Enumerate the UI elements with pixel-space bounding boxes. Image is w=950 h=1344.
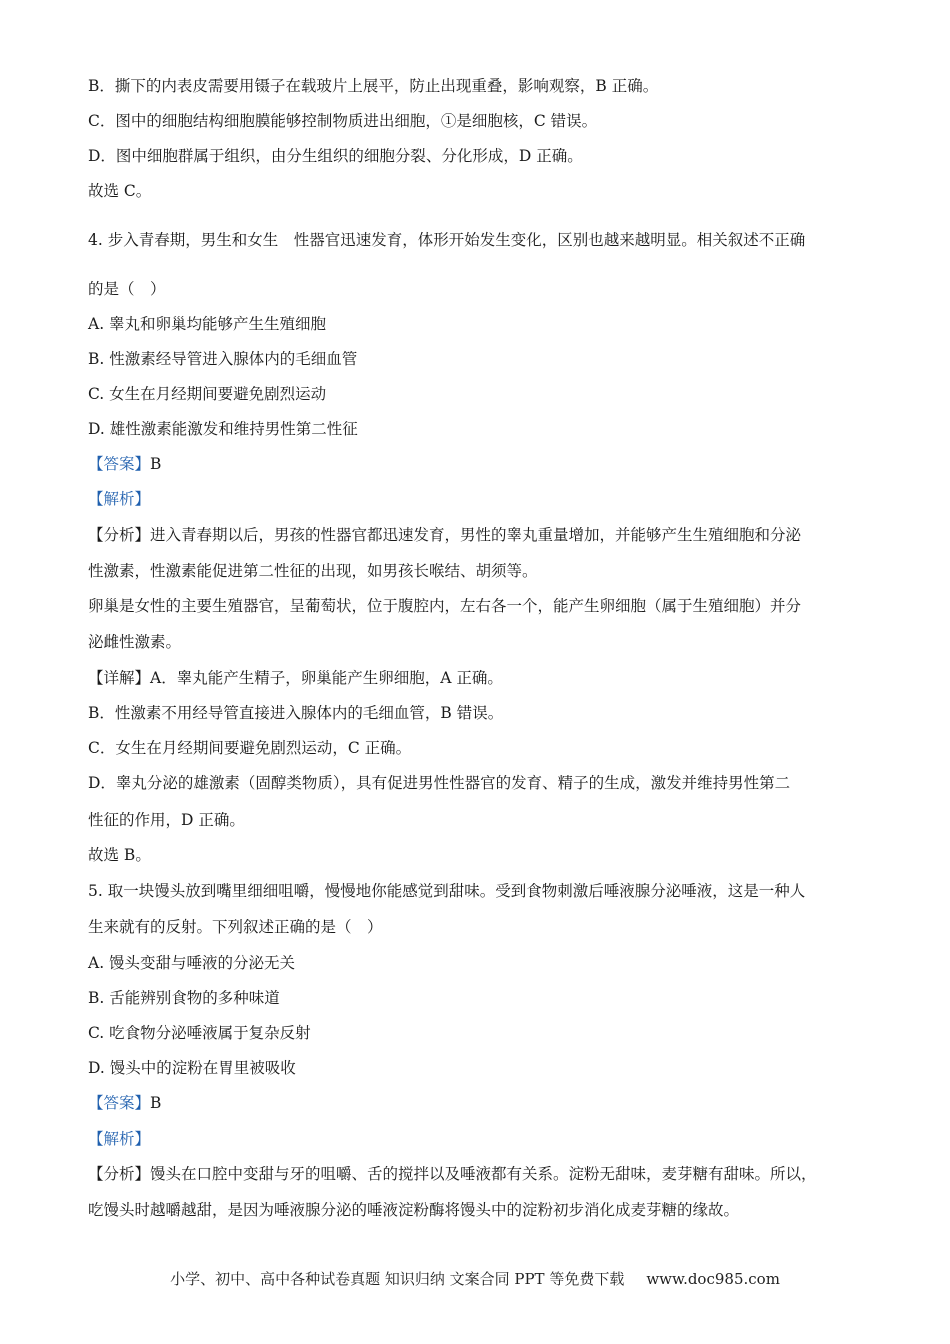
fenxi-tag: 【分析】	[88, 526, 151, 544]
option-b: B. 性激素经导管进入腺体内的毛细血管	[88, 350, 358, 368]
answer-value: B	[150, 455, 162, 473]
option-d: D. 雄性激素能激发和维持男性第二性征	[88, 420, 358, 438]
answer-tag: 【答案】	[88, 455, 151, 473]
analysis-tag: 【解析】	[88, 1130, 151, 1148]
footer-text: 小学、初中、高中各种试卷真题 知识归纳 文案合同 PPT 等免费下载	[170, 1270, 625, 1288]
text-line: 馒头在口腔中变甜与牙的咀嚼、舌的搅拌以及唾液都有关系。淀粉无甜味，麦芽糖有甜味。所以，	[150, 1165, 817, 1183]
analysis-heading	[88, 1129, 862, 1149]
answer-line	[88, 454, 862, 474]
fenxi-tag: 【分析】	[88, 1165, 151, 1183]
detail-line	[88, 668, 862, 688]
text-line: 泌雌性激素。	[88, 633, 182, 651]
text-line: 故选 C。	[88, 182, 152, 200]
text-line: 故选 B。	[88, 846, 151, 864]
detail-tag: 【详解】	[88, 669, 151, 687]
text-line: A．睾丸能产生精子，卵巢能产生卵细胞，A 正确。	[150, 669, 503, 687]
text-line: C．女生在月经期间要避免剧烈运动，C 正确。	[88, 739, 412, 757]
question-4-stem-cont: 的是（ ）	[88, 280, 166, 298]
answer-line	[88, 1093, 862, 1113]
page-footer	[0, 1268, 950, 1289]
option-c: C. 女生在月经期间要避免剧烈运动	[88, 385, 327, 403]
option-b: B. 舌能辨别食物的多种味道	[88, 989, 280, 1007]
text-line: 性激素，性激素能促进第二性征的出现，如男孩长喉结、胡须等。	[88, 562, 538, 580]
text-line: D．图中细胞群属于组织，由分生组织的细胞分裂、分化形成，D 正确。	[88, 147, 583, 165]
analysis-tag: 【解析】	[88, 490, 151, 508]
text-line: 性征的作用，D 正确。	[88, 811, 245, 829]
answer-tag: 【答案】	[88, 1094, 151, 1112]
text-line: 进入青春期以后，男孩的性器官都迅速发育，男性的睾丸重量增加，并能够产生生殖细胞和分泌	[150, 526, 802, 544]
question-5-stem-cont: 生来就有的反射。下列叙述正确的是（ ）	[88, 918, 383, 936]
analysis-heading	[88, 489, 862, 509]
option-a: A. 馒头变甜与唾液的分泌无关	[88, 954, 296, 972]
text-line: B．性激素不用经导管直接进入腺体内的毛细血管，B 错误。	[88, 704, 504, 722]
option-a: A. 睾丸和卵巢均能够产生生殖细胞	[88, 315, 327, 333]
fenxi-line	[88, 1164, 862, 1184]
footer-url[interactable]: www.doc985.com	[646, 1270, 780, 1288]
text-line: 吃馒头时越嚼越甜，是因为唾液腺分泌的唾液淀粉酶将馒头中的淀粉初步消化成麦芽糖的缘故。	[88, 1201, 740, 1219]
question-5-stem: 5. 取一块馒头放到嘴里细细咀嚼，慢慢地你能感觉到甜味。受到食物刺激后唾液腺分泌唾液，这是一种人	[88, 882, 806, 900]
text-line: C．图中的细胞结构细胞膜能够控制物质进出细胞，①是细胞核，C 错误。	[88, 112, 598, 130]
question-4-stem: 4. 步入青春期，男生和女生 性器官迅速发育，体形开始发生变化，区别也越来越明显。相关叙述不正确	[88, 231, 806, 249]
fenxi-line	[88, 525, 862, 545]
text-line: 卵巢是女性的主要生殖器官，呈葡萄状，位于腹腔内，左右各一个，能产生卵细胞（属于生殖细胞）并分	[88, 597, 802, 615]
option-c: C. 吃食物分泌唾液属于复杂反射	[88, 1024, 311, 1042]
answer-value: B	[150, 1094, 162, 1112]
text-line: D．睾丸分泌的雄激素（固醇类物质），具有促进男性性器官的发育、精子的生成，激发并维持男性第二	[88, 774, 791, 792]
text-line: B．撕下的内表皮需要用镊子在载玻片上展平，防止出现重叠，影响观察，B 正确。	[88, 77, 659, 95]
option-d: D. 馒头中的淀粉在胃里被吸收	[88, 1059, 296, 1077]
